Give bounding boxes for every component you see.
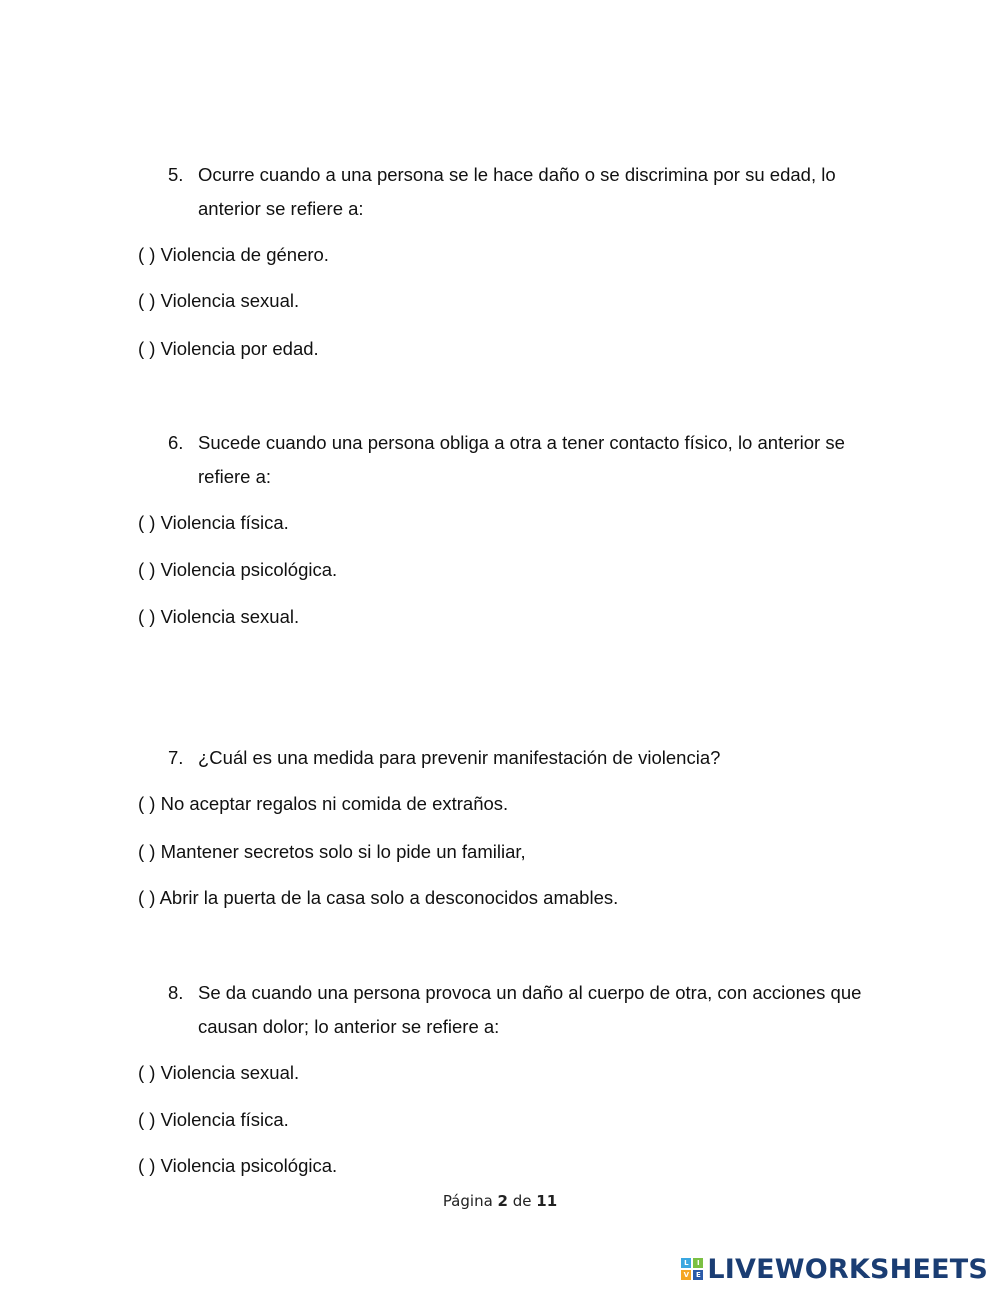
answer-option[interactable] [138, 1108, 289, 1132]
answer-option-label: Mantener secretos solo si lo pide un familiar, [160, 841, 526, 862]
answer-checkbox[interactable]: ( ) [138, 887, 156, 908]
question-number: 8. [168, 982, 184, 1003]
answer-option[interactable] [138, 886, 618, 910]
liveworksheets-logo [681, 1252, 988, 1286]
answer-checkbox[interactable]: ( ) [138, 244, 156, 265]
answer-option[interactable] [138, 605, 299, 629]
answer-checkbox[interactable]: ( ) [138, 338, 156, 359]
of-word: de [512, 1192, 532, 1210]
answer-checkbox[interactable]: ( ) [138, 1062, 156, 1083]
answer-option[interactable] [138, 289, 299, 313]
current-page: 2 [497, 1192, 508, 1210]
answer-option[interactable] [138, 1061, 299, 1085]
answer-option-label: Violencia por edad. [160, 338, 319, 359]
answer-option-label: Abrir la puerta de la casa solo a desconocidos amables. [159, 887, 619, 908]
answer-checkbox[interactable]: ( ) [138, 793, 156, 814]
answer-option-label: Violencia psicológica. [160, 559, 338, 580]
answer-option[interactable] [138, 511, 289, 535]
answer-option[interactable] [138, 337, 319, 361]
answer-option-label: No aceptar regalos ni comida de extraños. [160, 793, 509, 814]
answer-option[interactable] [138, 1154, 337, 1178]
answer-checkbox[interactable]: ( ) [138, 1155, 156, 1176]
logo-letter: V [681, 1270, 691, 1280]
question-text: Sucede cuando una persona obliga a otra a tener contacto físico, lo anterior se refiere a: [198, 432, 845, 487]
logo-letter: L [681, 1258, 691, 1268]
answer-checkbox[interactable]: ( ) [138, 841, 156, 862]
answer-option-label: Violencia sexual. [160, 606, 300, 627]
answer-checkbox[interactable]: ( ) [138, 290, 156, 311]
logo-mark-icon [681, 1258, 703, 1280]
question-text: Ocurre cuando a una persona se le hace daño o se discrimina por su edad, lo anterior se refiere a: [198, 164, 836, 219]
total-pages: 11 [536, 1192, 558, 1210]
question-number: 7. [168, 747, 184, 768]
question-number: 6. [168, 432, 184, 453]
question-number: 5. [168, 164, 184, 185]
page-word: Página [442, 1192, 493, 1210]
answer-option-label: Violencia física. [160, 1109, 289, 1130]
answer-checkbox[interactable]: ( ) [138, 1109, 156, 1130]
answer-checkbox[interactable]: ( ) [138, 559, 156, 580]
answer-option-label: Violencia sexual. [160, 1062, 300, 1083]
answer-option-label: Violencia física. [160, 512, 289, 533]
answer-option-label: Violencia de género. [160, 244, 329, 265]
page-number [0, 1192, 1000, 1210]
logo-letter: I [693, 1258, 703, 1268]
answer-checkbox[interactable]: ( ) [138, 512, 156, 533]
answer-option-label: Violencia psicológica. [160, 1155, 338, 1176]
question-text: ¿Cuál es una medida para prevenir manifestación de violencia? [198, 747, 721, 768]
answer-option[interactable] [138, 558, 337, 582]
answer-checkbox[interactable]: ( ) [138, 606, 156, 627]
answer-option[interactable] [138, 840, 526, 864]
logo-text: LIVEWORKSHEETS [707, 1253, 988, 1285]
logo-letter: E [693, 1270, 703, 1280]
question-text: Se da cuando una persona provoca un daño al cuerpo de otra, con acciones que causan dolor; lo anterior se refiere a: [198, 982, 862, 1037]
answer-option[interactable] [138, 243, 329, 267]
answer-option-label: Violencia sexual. [160, 290, 300, 311]
answer-option[interactable] [138, 792, 508, 816]
